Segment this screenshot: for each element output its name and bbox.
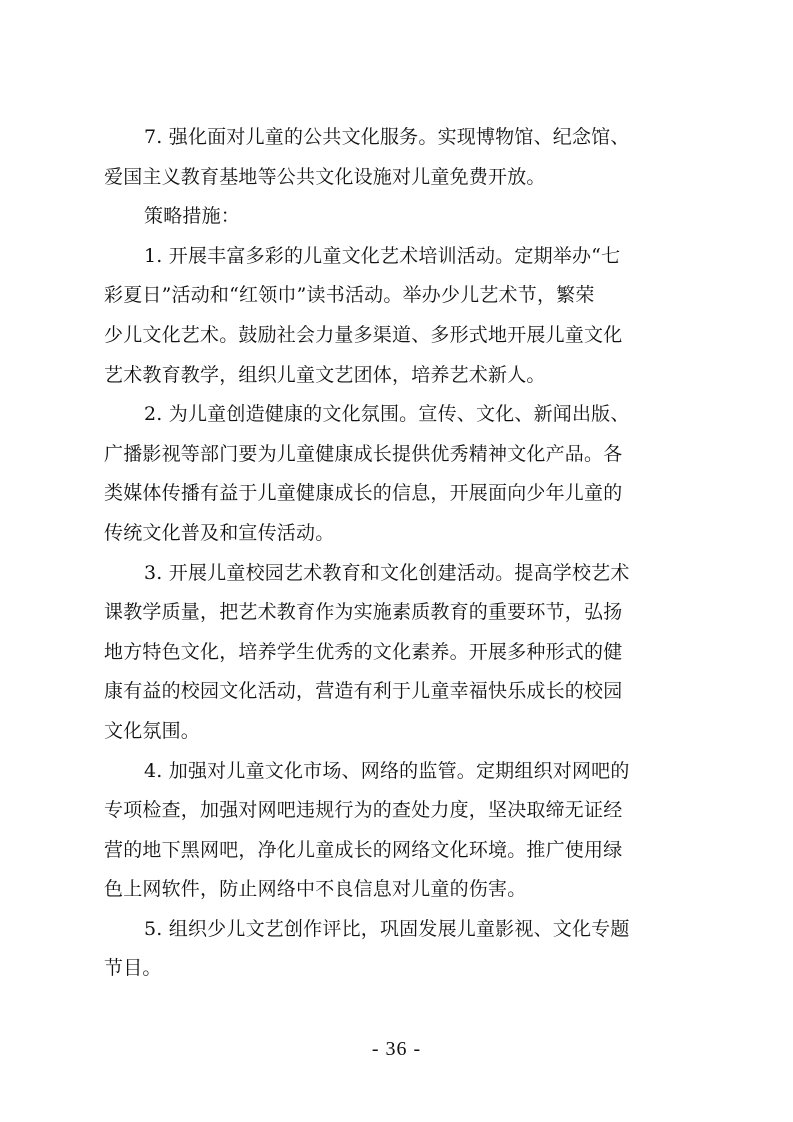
paragraph-line: 爱国主义教育基地等公共文化设施对儿童免费开放。: [104, 165, 546, 188]
strategy-heading: [104, 197, 688, 237]
strategy-item-2: [104, 395, 688, 553]
paragraph-line: 类媒体传播有益于儿童健康成长的信息，开展面向少年儿童的: [104, 482, 623, 505]
paragraph-line: 传统文化普及和宣传活动。: [104, 521, 335, 544]
paragraph-line: 色上网软件，防止网络中不良信息对儿童的伤害。: [104, 878, 527, 901]
paragraph-line: 少儿文化艺术。鼓励社会力量多渠道、多形式地开展儿童文化: [104, 323, 623, 346]
strategy-item-5: [104, 910, 688, 989]
paragraph-line: 课教学质量，把艺术教育作为实施素质教育的重要环节，弘扬: [104, 601, 623, 624]
heading-line: 策略措施：: [144, 205, 241, 228]
strategy-item-4: [104, 752, 688, 910]
paragraph-line: 5. 组织少儿文艺创作评比，巩固发展儿童影视、文化专题: [144, 917, 630, 940]
strategy-item-1: [104, 237, 688, 395]
paragraph-line: 节目。: [104, 957, 162, 980]
paragraph-item-7: [104, 118, 688, 197]
strategy-item-3: [104, 554, 688, 752]
page-number: - 36 -: [371, 1038, 422, 1060]
paragraph-line: 地方特色文化，培养学生优秀的文化素养。开展多种形式的健: [104, 640, 623, 663]
document-body: [104, 118, 688, 989]
paragraph-line: 3. 开展儿童校园艺术教育和文化创建活动。提高学校艺术: [144, 561, 630, 584]
paragraph-line: 彩夏日”活动和“红领巾”读书活动。举办少儿艺术节，繁荣: [104, 284, 595, 307]
paragraph-line: 广播影视等部门要为儿童健康成长提供优秀精神文化产品。各: [104, 442, 623, 465]
paragraph-line: 4. 加强对儿童文化市场、网络的监管。定期组织对网吧的: [144, 759, 630, 782]
paragraph-line: 2. 为儿童创造健康的文化氛围。宣传、文化、新闻出版、: [144, 403, 630, 426]
paragraph-line: 文化氛围。: [104, 719, 201, 742]
paragraph-line: 7. 强化面对儿童的公共文化服务。实现博物馆、纪念馆、: [144, 126, 630, 148]
paragraph-line: 营的地下黑网吧，净化儿童成长的网络文化环境。推广使用绿: [104, 838, 623, 861]
paragraph-line: 专项检查，加强对网吧违规行为的查处力度，坚决取缔无证经: [104, 799, 623, 822]
paragraph-line: 艺术教育教学，组织儿童文艺团体，培养艺术新人。: [104, 363, 546, 386]
paragraph-line: 1. 开展丰富多彩的儿童文化艺术培训活动。定期举办“七: [144, 244, 621, 267]
paragraph-line: 康有益的校园文化活动，营造有利于儿童幸福快乐成长的校园: [104, 680, 623, 703]
